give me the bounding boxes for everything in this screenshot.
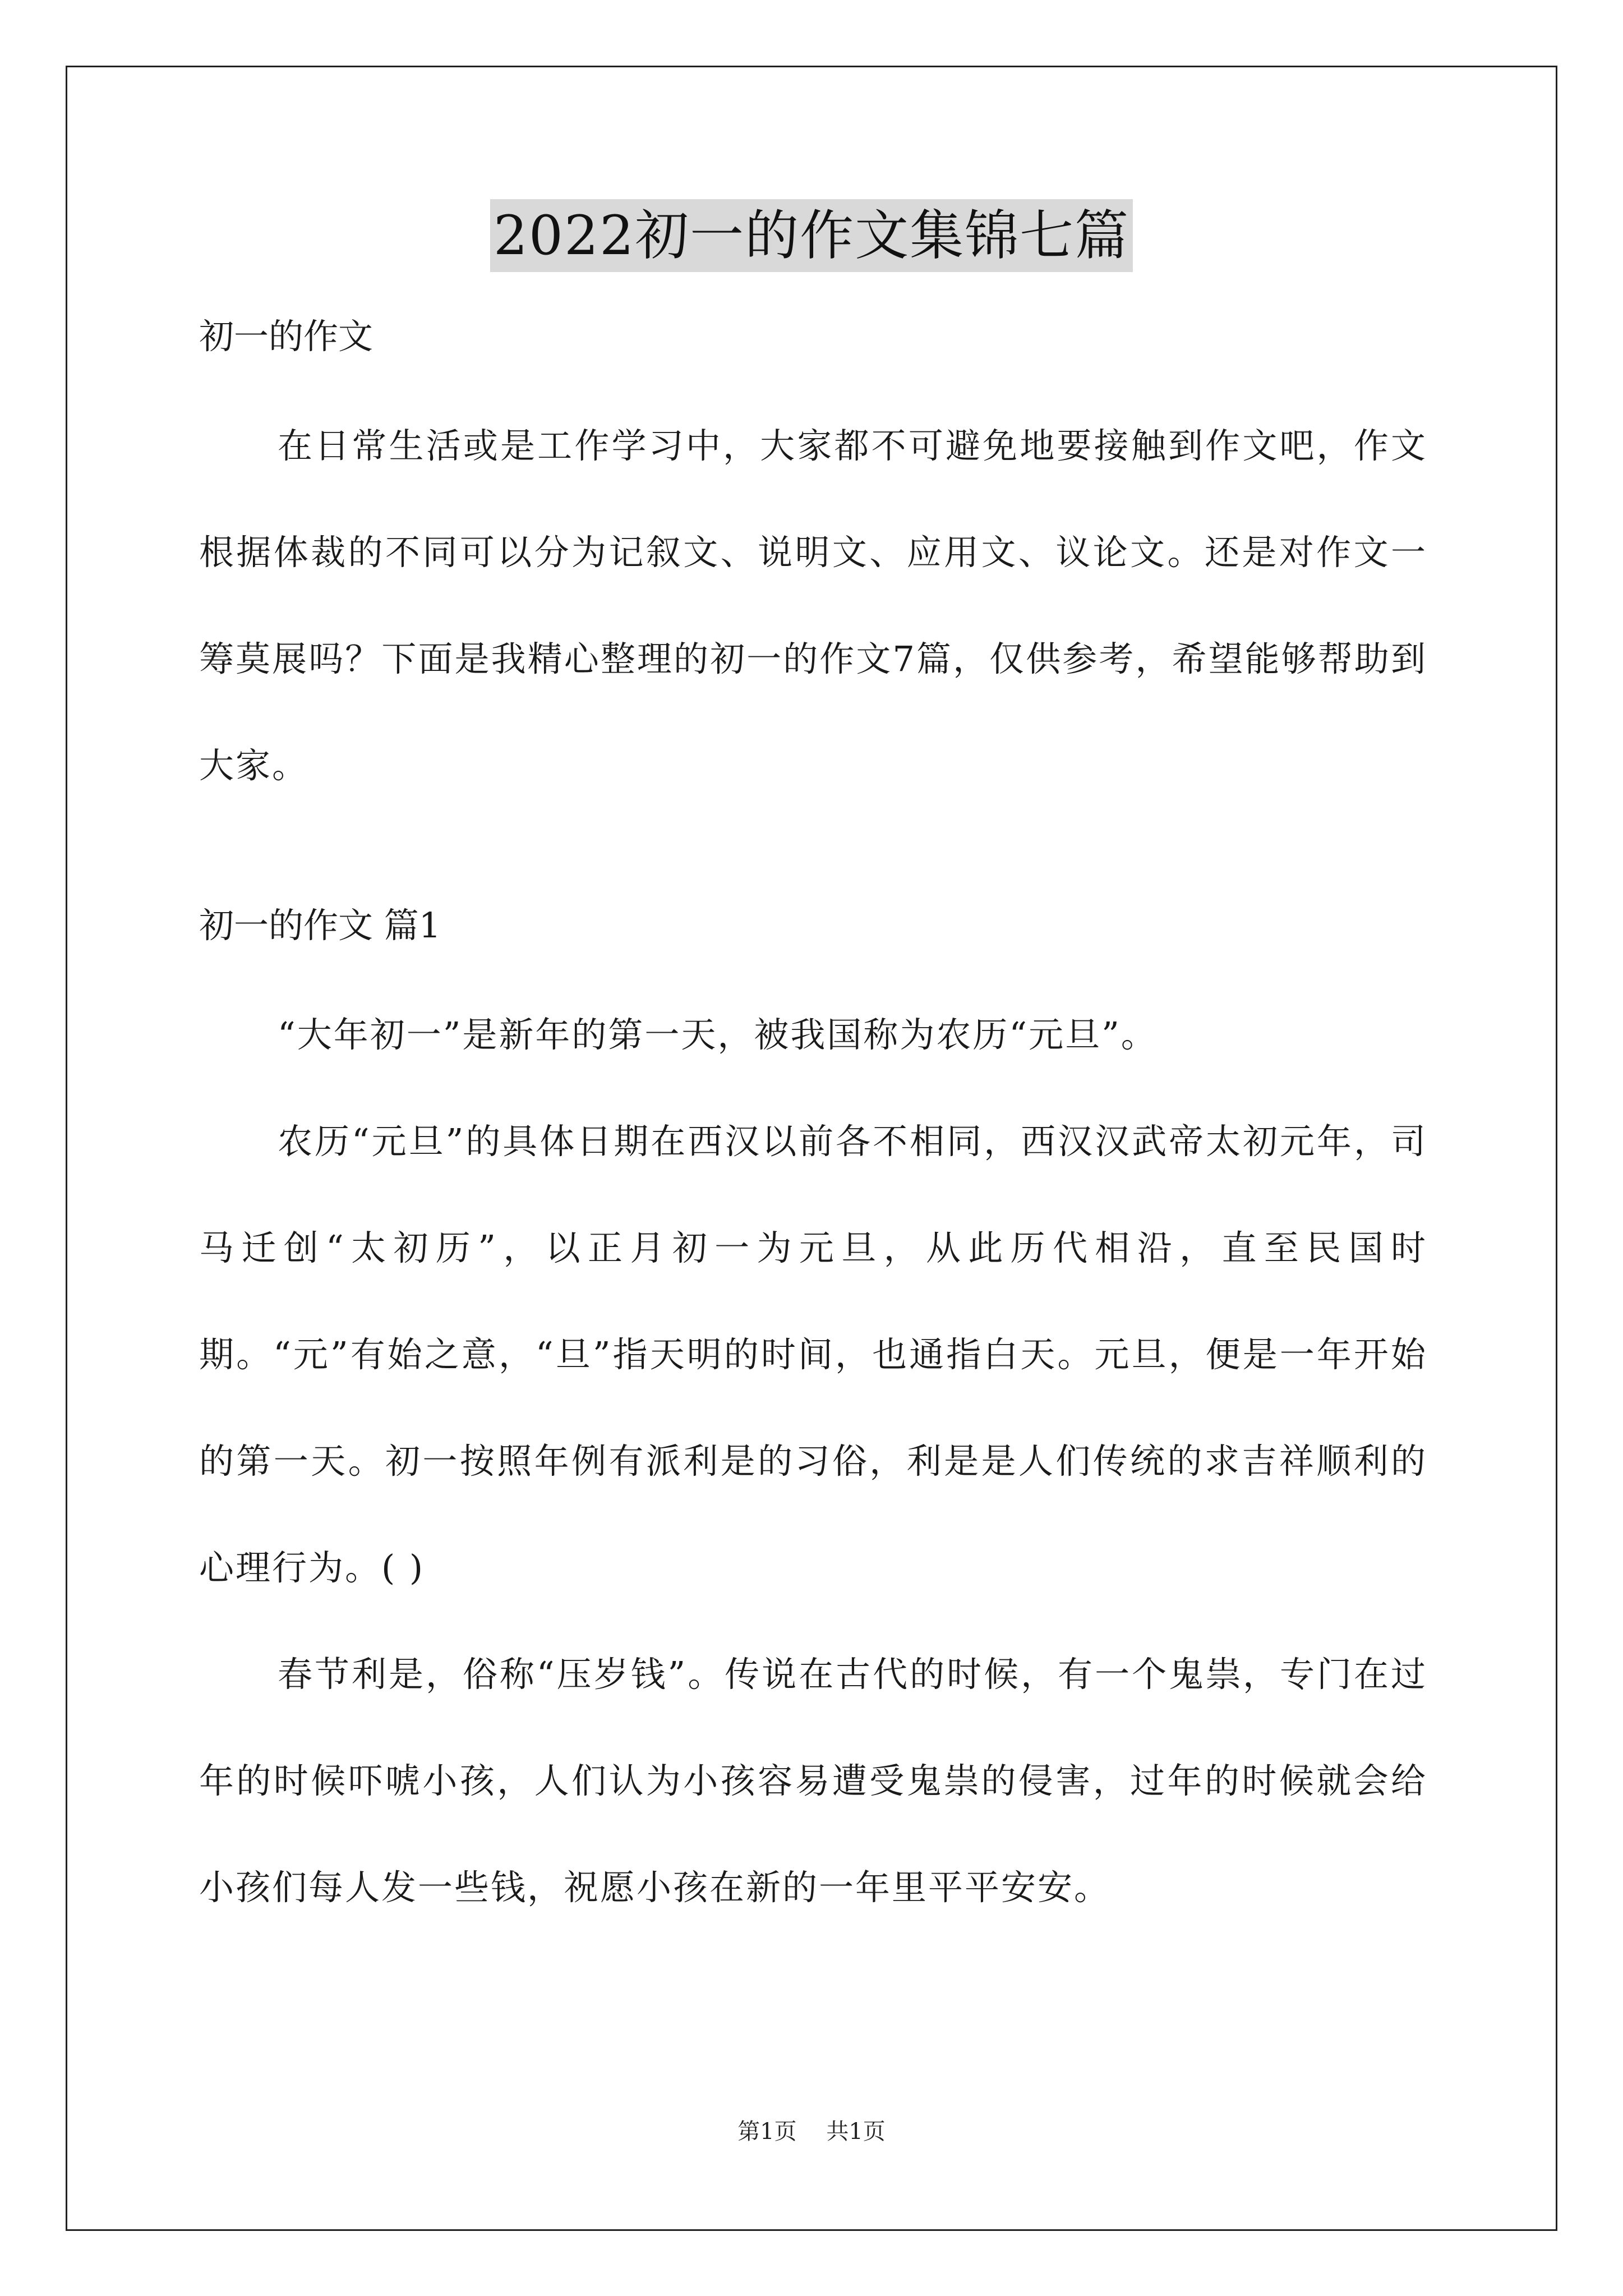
body-paragraph: 农历“元旦”的具体日期在西汉以前各不相同，西汉汉武帝太初元年，司马迁创“太初历”，以正月初一为元旦，从此历代相沿，直至民国时期。“元”有始之意，“旦”指天明的时间，也通指白天。元旦，便是一年开始的第一天。初一按照年例有派利是的习俗，利是是人们传统的求吉祥顺利的心理行为。( ) bbox=[199, 1121, 1427, 1588]
intro-paragraph: 在日常生活或是工作学习中，大家都不可避免地要接触到作文吧，作文根据体裁的不同可以分为记叙文、说明文、应用文、议论文。还是对作文一筹莫展吗？下面是我精心整理的初一的作文7篇，仅供参考，希望能够帮助到大家。 bbox=[199, 425, 1427, 786]
body-paragraph: “大年初一”是新年的第一天，被我国称为农历“元旦”。 bbox=[278, 1014, 1158, 1055]
page-footer bbox=[0, 2118, 1623, 2146]
section-heading: 初一的作文 篇1 bbox=[199, 905, 441, 946]
page-number-total: 共1页 bbox=[826, 2119, 886, 2145]
body-paragraph: 春节利是，俗称“压岁钱”。传说在古代的时候，有一个鬼祟，专门在过年的时候吓唬小孩，人们认为小孩容易遭受鬼祟的侵害，过年的时候就会给小孩们每人发一些钱，祝愿小孩在新的一年里平平安安。 bbox=[199, 1654, 1427, 1908]
intro-heading: 初一的作文 bbox=[199, 316, 374, 357]
spacer bbox=[199, 819, 1427, 903]
spacer bbox=[199, 359, 1427, 393]
title-container bbox=[0, 199, 1623, 272]
spacer bbox=[199, 948, 1427, 982]
page-number-current: 第1页 bbox=[737, 2119, 797, 2145]
document-body bbox=[199, 314, 1427, 1941]
document-title: 2022初一的作文集锦七篇 bbox=[490, 199, 1133, 272]
